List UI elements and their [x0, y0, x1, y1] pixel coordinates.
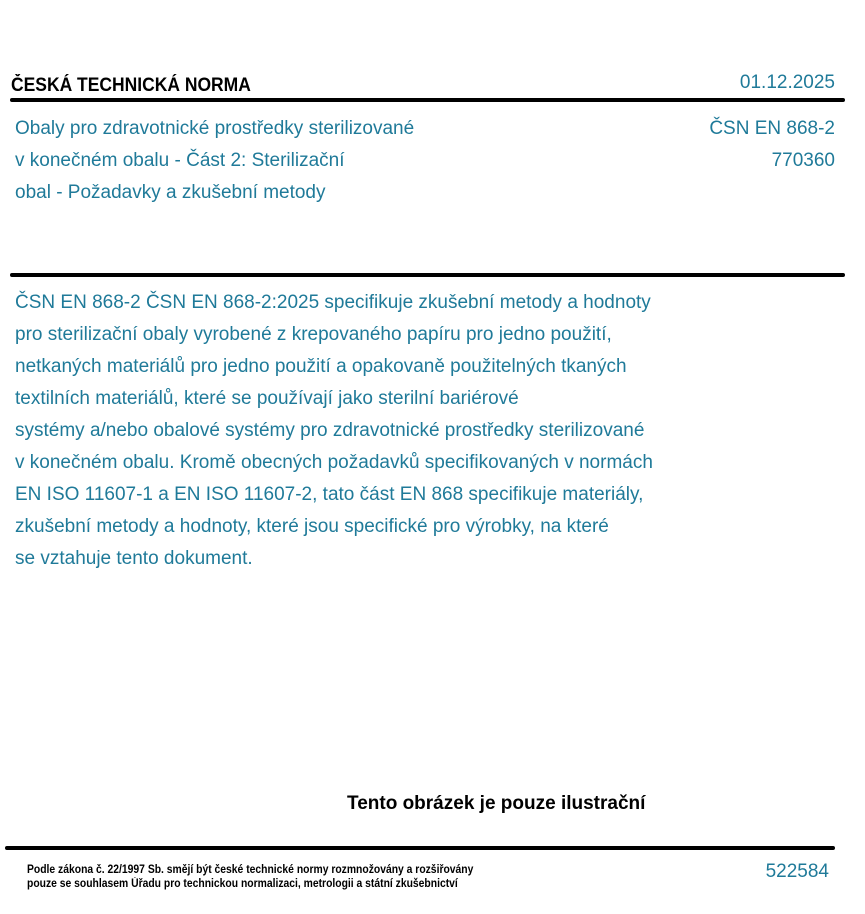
abstract-line: pro sterilizační obaly vyrobené z krepovaného papíru pro jedno použití, [15, 324, 612, 345]
abstract-line: se vztahuje tento dokument. [15, 548, 253, 569]
footer-divider [5, 846, 835, 850]
abstract-line: v konečném obalu. Kromě obecných požadavků specifikovaných v normách [15, 452, 653, 473]
abstract-line: netkaných materiálů pro jedno použití a opakovaně použitelných tkaných [15, 356, 627, 377]
illustration-note: Tento obrázek je pouze ilustrační [347, 793, 646, 814]
publication-date: 01.12.2025 [739, 72, 835, 93]
standard-title-line: Obaly pro zdravotnické prostředky sterilizované [15, 118, 415, 139]
standard-title-line: v konečném obalu - Část 2: Sterilizační [15, 150, 345, 171]
abstract-line: systémy a/nebo obalové systémy pro zdravotnické prostředky sterilizované [15, 420, 645, 441]
abstract-line: textilních materiálů, které se používají jako sterilní bariérové [15, 388, 519, 409]
abstract-line: ČSN EN 868-2 ČSN EN 868-2:2025 specifikuje zkušební metody a hodnoty [15, 292, 651, 313]
abstract-line: zkušební metody a hodnoty, které jsou specifické pro výrobky, na které [15, 516, 609, 537]
abstract-line: EN ISO 11607-1 a EN ISO 11607-2, tato část EN 868 specifikuje materiály, [15, 484, 644, 505]
section-divider [10, 273, 845, 277]
standard-title-line: obal - Požadavky a zkušební metody [15, 182, 326, 203]
legal-notice-line: Podle zákona č. 22/1997 Sb. smějí být české technické normy rozmnožovány a rozšiřovány [27, 864, 474, 876]
standard-designation: ČSN EN 868-2 [709, 118, 835, 139]
document-type-heading: ČESKÁ TECHNICKÁ NORMA [11, 75, 251, 96]
header-divider [10, 98, 845, 102]
catalog-number: 522584 [765, 861, 829, 882]
legal-notice-line: pouze se souhlasem Úřadu pro technickou normalizaci, metrologii a státní zkušebnictví [27, 878, 458, 890]
class-number: 770360 [771, 150, 835, 171]
